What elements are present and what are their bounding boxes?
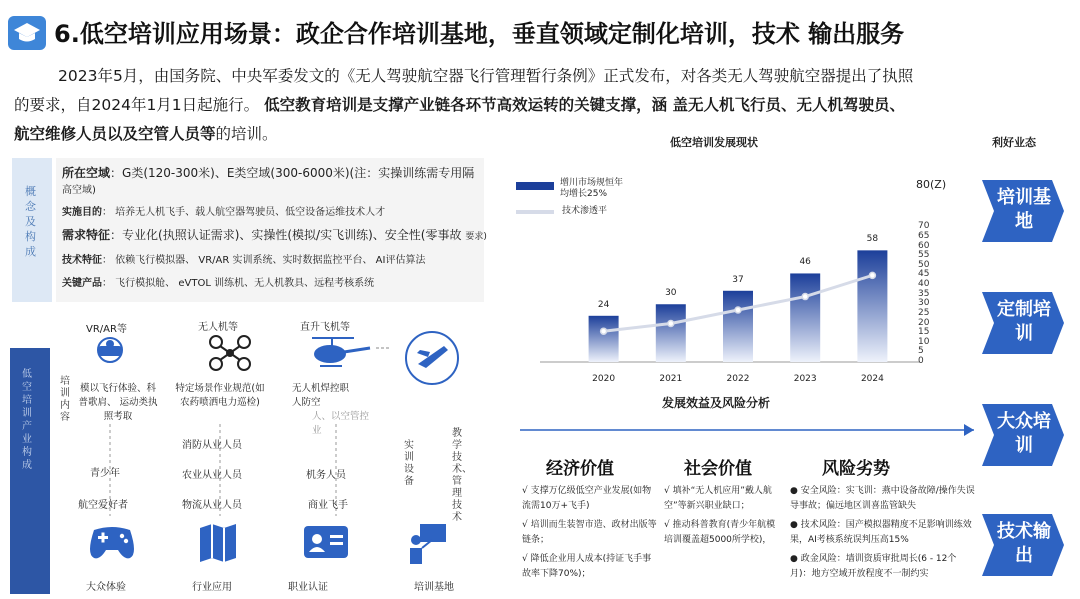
y-tick-label: 25 [918, 307, 930, 318]
demand-tail: 要求) [465, 232, 487, 242]
tag-label: 定制培训 [997, 299, 1051, 344]
intro-line-1: 2023年5月，由国务院、中央军委发文的《无人驾驶航空器飞行管理暂行条例》正式发布，对各类无人驾驶航空器提出了执照 [58, 67, 914, 85]
y-unit-label: 80(Z) [916, 178, 947, 191]
soc-title: 社会价值 [684, 459, 752, 479]
y-tick-label: 20 [918, 317, 930, 328]
people-pilot: 商业飞手 [308, 500, 348, 511]
demand-row [62, 224, 487, 249]
bar-value-label: 24 [597, 299, 610, 310]
demand-text: ：专业化(执照认证需求)、实操性(模拟/实飞训练)、安全性(零事故 [110, 228, 462, 242]
people-fire: 消防从业人员 [182, 440, 242, 451]
y-tick-label: 35 [918, 288, 930, 299]
x-tick-label: 2024 [860, 374, 884, 384]
content-3b: 人、以空管控业 [312, 411, 370, 436]
line-point [668, 321, 674, 327]
content-3: 无人机焊控职人防空 [292, 383, 350, 408]
industry-side-label: 低空培训产业构成 [22, 369, 32, 471]
y-tick-label: 40 [918, 279, 930, 289]
bar-2022 [723, 291, 753, 362]
tag-1 [982, 292, 1064, 354]
people-mech: 机务人员 [306, 470, 346, 481]
soc-item: √ 填补“无人机应用”戴人航空”等新兴职业缺口； [664, 486, 772, 511]
econ-item: √ 降低企业用人成本(持证飞手事故率下降70%)； [522, 554, 652, 579]
teach-tech-label: 教学技术、管理技术 [452, 428, 472, 523]
concept-side-label: 概念及构成 [25, 185, 36, 258]
purpose-row [62, 201, 478, 224]
concept-box [12, 158, 487, 302]
intro-line-2b: 低空教育培训是支撑产业链各环节高效运转的关键支撑，涵 盖无人机飞行员、无人机驾驶员、 [264, 96, 906, 114]
device-drone-label: 无人机等 [198, 322, 238, 333]
econ-title: 经济价值 [546, 459, 614, 479]
bar-2021 [656, 304, 686, 362]
purpose-label: 实施目的 [62, 207, 102, 218]
y-tick-label: 15 [918, 327, 930, 338]
tag-0 [982, 180, 1064, 242]
purpose-text: ： 培养无人机飞手、载人航空器驾驶员、低空设备运维技术人才 [102, 207, 386, 218]
train-content-label: 培训内容 [60, 376, 70, 423]
y-tick-label: 60 [918, 240, 930, 251]
vr-headset-icon [98, 338, 122, 362]
bar-value-label: 58 [866, 234, 879, 245]
people-logistics: 物流从业人员 [182, 500, 242, 511]
train-equip-label: 实训设备 [404, 440, 414, 487]
product-row [62, 272, 478, 295]
y-tick-label: 70 [918, 221, 930, 232]
benefit-title: 利好业态 [992, 136, 1036, 149]
product-label: 关键产品 [62, 278, 102, 289]
people-farm: 农业从业人员 [182, 470, 242, 481]
analysis-title: 发展效益及风险分析 [662, 396, 771, 410]
analysis-divider [520, 412, 976, 442]
y-tick-label: 5 [918, 346, 924, 357]
device-vr-label: VR/AR等 [86, 324, 127, 335]
bar-2023 [790, 273, 820, 362]
graduation-cap-icon [8, 16, 46, 50]
y-tick-label: 65 [918, 230, 930, 241]
chart-title: 低空培训发展现状 [670, 136, 758, 149]
tech-label: 技术特征 [62, 255, 102, 266]
x-tick-label: 2020 [592, 374, 616, 384]
bar-2020 [589, 316, 619, 362]
y-tick-label: 55 [918, 250, 930, 261]
gamepad-icon [90, 527, 134, 558]
bar-2024 [857, 250, 887, 362]
soc-list [664, 484, 784, 552]
concept-body [56, 158, 487, 302]
tag-label: 技术输出 [997, 521, 1051, 566]
airspace-label: 所在空域 [62, 166, 111, 180]
y-tick-label: 50 [918, 259, 930, 270]
icon-label-base: 培训基地 [414, 582, 454, 593]
demand-label: 需求特征 [62, 228, 111, 242]
intro-line-2a: 的要求，自2024年1月1日起施行。 [14, 96, 260, 114]
map-icon [200, 524, 236, 562]
trainer-board-icon [410, 524, 446, 564]
risk-list [790, 484, 976, 586]
tag-2 [982, 404, 1064, 466]
intro-line-3b: 的培训。 [215, 125, 278, 143]
content-1: 模以飞行体验、科普歌肩、 运动类执照考取 [78, 383, 158, 422]
line-point [735, 307, 741, 313]
bar-value-label: 46 [799, 257, 811, 268]
intro-paragraph [14, 62, 1070, 149]
x-tick-label: 2022 [726, 374, 750, 384]
content-2: 特定场景作业规范(如农药喷洒电力巡检) [175, 383, 265, 408]
globe-plane-icon [406, 332, 458, 384]
industry-side-bar [10, 348, 50, 594]
risk-title: 风险劣势 [822, 459, 890, 479]
drone-icon [210, 336, 250, 370]
helicopter-icon [312, 338, 370, 366]
airspace-text-2: 高空域) [62, 185, 96, 196]
legend-series-1: 增川市场规恒年均增长25% [560, 178, 624, 199]
line-point [601, 328, 607, 334]
tech-text: ： 依赖飞行模拟器、 VR/AR 实训系统、实时数据监控平台、 AI评估算法 [102, 255, 426, 266]
y-tick-label: 10 [918, 336, 930, 347]
risk-item: ● 政金风险：墙训资质审批周长(6 - 12个月)：地方空域开放程度不一制约实 [790, 554, 957, 579]
x-tick-label: 2023 [793, 374, 817, 384]
airspace-text: ：G类(120-300米)、E类空域(300-6000米)(注：实操训练需专用隔 [110, 166, 475, 180]
tech-row [62, 249, 478, 272]
tag-3 [982, 514, 1064, 576]
y-tick-label: 45 [918, 269, 930, 280]
risk-item: ● 安全风险：实飞训：燕中设备故障/操作失误导事故；偏远地区训喜监管缺失 [790, 486, 975, 511]
product-text: ： 飞行模拟舱、 eVTOL 训练机、无人机教具、远程考核系统 [102, 278, 375, 289]
econ-item: √ 培训而生装智市造、政材出版等链条； [522, 520, 657, 545]
y-tick-label: 0 [918, 356, 924, 366]
id-card-icon [304, 526, 348, 558]
soc-item: √ 推动科普教育(青少年航模培训覆盖超5000所学校)， [664, 520, 776, 545]
people-teen: 青少年 [90, 468, 120, 479]
legend-series-2: 技术渗透平 [562, 206, 608, 216]
tag-label: 大众培训 [997, 411, 1051, 456]
device-heli-label: 直升飞机等 [300, 322, 350, 333]
icon-label-public: 大众体验 [86, 582, 126, 593]
icon-label-cert: 职业认证 [288, 582, 328, 593]
bar-value-label: 37 [732, 274, 744, 285]
y-tick-label: 30 [918, 298, 930, 309]
line-point [869, 272, 875, 278]
intro-line-3a: 航空维修人员以及空管人员等 [14, 125, 216, 143]
concept-side-bar [12, 158, 52, 302]
risk-item: ● 技术风险：国产模拟器精度不足影响训练效果，AI考核系统误判压高15% [790, 520, 972, 545]
icon-label-industry: 行业应用 [192, 582, 232, 593]
legend-swatch-bar [516, 182, 554, 190]
bar-value-label: 30 [665, 288, 677, 299]
legend-swatch-line [516, 210, 554, 214]
page-title: 6.低空培训应用场景：政企合作培训基地，垂直领域定制化培训，技术 输出服务 [54, 20, 905, 48]
airspace-row [62, 162, 478, 199]
line-point [802, 294, 808, 300]
econ-item: √ 支撑万亿级低空产业发展(如物流需10万+飞手) [522, 486, 652, 511]
x-tick-label: 2021 [659, 374, 683, 384]
people-aviation: 航空爱好者 [78, 500, 128, 511]
econ-list [522, 484, 658, 586]
industry-diagram [60, 328, 440, 598]
tag-label: 培训基地 [997, 187, 1051, 232]
